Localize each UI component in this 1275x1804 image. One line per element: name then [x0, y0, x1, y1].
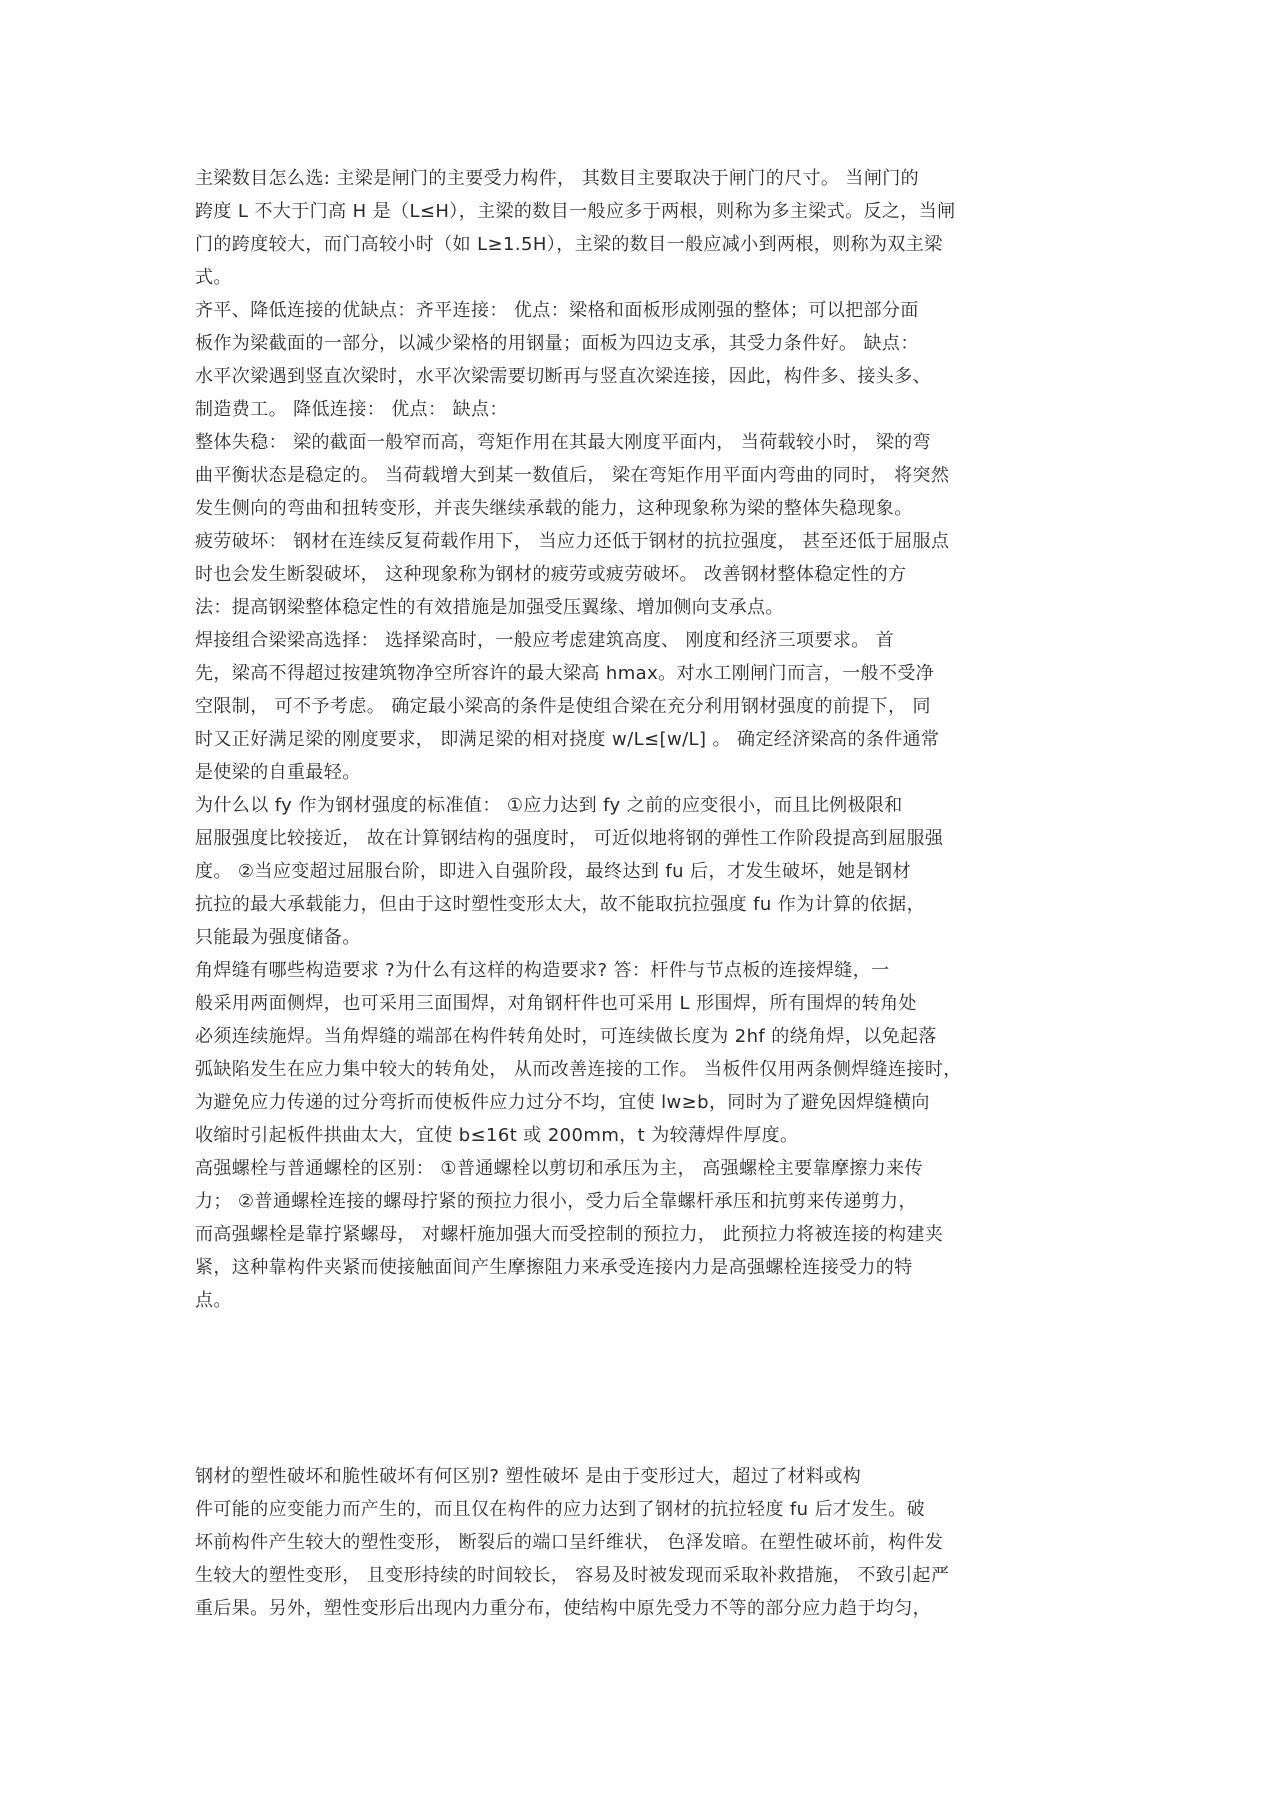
text-line: 焊接组合梁梁高选择： 选择梁高时，一般应考虑建筑高度、 刚度和经济三项要求。 首 [195, 630, 895, 651]
text-line: 重后果。另外，塑性变形后出现内力重分布，使结构中原先受力不等的部分应力趋于均匀， [195, 1598, 931, 1619]
text-line: 必须连续施焊。当角焊缝的端部在构件转角处时，可连续做长度为 2hf 的绕角焊，以免起落 [195, 1026, 937, 1047]
text-line: 件可能的应变能力而产生的，而且仅在构件的应力达到了钢材的抗拉轻度 fu 后才发生。破 [195, 1499, 925, 1520]
text-line: 时又正好满足梁的刚度要求， 即满足梁的相对挠度 w/L≤[w/L] 。 确定经济梁高的条件通常 [195, 729, 940, 750]
text-line: 空限制， 可不予考虑。 确定最小梁高的条件是使组合梁在充分利用钢材强度的前提下， 同 [195, 696, 931, 717]
text-line: 屈服强度比较接近， 故在计算钢结构的强度时， 可近似地将钢的弹性工作阶段提高到屈服强 [195, 828, 944, 849]
text-line: 制造费工。 降低连接： 优点： 缺点： [195, 399, 508, 420]
text-line: 角焊缝有哪些构造要求 ?为什么有这样的构造要求? 答：杆件与节点板的连接焊缝，一 [195, 960, 890, 981]
text-line: 点。 [195, 1290, 232, 1311]
text-line: 是使梁的自重最轻。 [195, 762, 361, 783]
text-line: 只能最为强度储备。 [195, 927, 361, 948]
text-line: 般采用两面侧焊，也可采用三面围焊，对角钢杆件也可采用 L 形围焊，所有围焊的转角处 [195, 993, 917, 1014]
text-line: 高强螺栓与普通螺栓的区别： ①普通螺栓以剪切和承压为主， 高强螺栓主要靠摩擦力来传 [195, 1158, 923, 1179]
text-line: 弧缺陷发生在应力集中较大的转角处， 从而改善连接的工作。 当板件仅用两条侧焊缝连接时， [195, 1059, 962, 1080]
text-line: 疲劳破坏： 钢材在连续反复荷载作用下， 当应力还低于钢材的抗拉强度， 甚至还低于屈服点 [195, 531, 950, 552]
text-line: 发生侧向的弯曲和扭转变形，并丧失继续承载的能力，这种现象称为梁的整体失稳现象。 [195, 498, 913, 519]
text-line: 度。 ②当应变超过屈服台阶，即进入自强阶段，最终达到 fu 后，才发生破坏，她是钢材 [195, 861, 911, 882]
text-line: 抗拉的最大承载能力，但由于这时塑性变形太大，故不能取抗拉强度 fu 作为计算的依据， [195, 894, 925, 915]
text-line: 力； ②普通螺栓连接的螺母拧紧的预拉力很小，受力后全靠螺杆承压和抗剪来传递剪力， [195, 1191, 917, 1212]
text-line: 钢材的塑性破坏和脆性破坏有何区别? 塑性破坏 是由于变形过大，超过了材料或构 [195, 1466, 862, 1487]
text-line: 曲平衡状态是稳定的。 当荷载增大到某一数值后， 梁在弯矩作用平面内弯曲的同时， 将突然 [195, 465, 950, 486]
text-line: 门的跨度较大，而门高较小时（如 L≥1.5H），主梁的数目一般应减小到两根，则称为双主梁 [195, 234, 943, 255]
text-line: 先，梁高不得超过按建筑物净空所容许的最大梁高 hmax。对水工刚闸门而言，一般不受净 [195, 663, 935, 684]
text-line: 整体失稳： 梁的截面一般窄而高，弯矩作用在其最大刚度平面内， 当荷载较小时， 梁的弯 [195, 432, 931, 453]
text-line: 为避免应力传递的过分弯折而使板件应力过分不均，宜使 lw≥b，同时为了避免因焊缝横向 [195, 1092, 930, 1113]
text-line: 生较大的塑性变形， 且变形持续的时间较长， 容易及时被发现而采取补救措施， 不致引起严 [195, 1565, 950, 1586]
text-line: 收缩时引起板件拱曲太大，宜使 b≤16t 或 200mm，t 为较薄焊件厚度。 [195, 1125, 799, 1146]
text-line: 齐平、降低连接的优缺点：齐平连接： 优点：梁格和面板形成刚强的整体；可以把部分面 [195, 300, 919, 321]
text-line: 水平次梁遇到竖直次梁时，水平次梁需要切断再与竖直次梁连接，因此，构件多、接头多、 [195, 366, 931, 387]
text-line: 板作为梁截面的一部分，以减少梁格的用钢量；面板为四边支承，其受力条件好。 缺点： [195, 333, 919, 354]
text-line: 跨度 L 不大于门高 H 是（L≤H），主梁的数目一般应多于两根，则称为多主梁式。反之，当闸 [195, 201, 956, 222]
text-line: 式。 [195, 267, 232, 288]
text-line: 为什么以 fy 作为钢材强度的标准值： ①应力达到 fy 之前的应变很小，而且比例极限和 [195, 795, 903, 816]
text-line: 坏前构件产生较大的塑性变形， 断裂后的端口呈纤维状， 色泽发暗。在塑性破坏前，构件发 [195, 1532, 944, 1553]
text-line: 法：提高钢梁整体稳定性的有效措施是加强受压翼缘、增加侧向支承点。 [195, 597, 784, 618]
text-line: 紧，这种靠构件夹紧而使接触面间产生摩擦阻力来承受连接内力是高强螺栓连接受力的特 [195, 1257, 913, 1278]
text-line: 而高强螺栓是靠拧紧螺母， 对螺杆施加强大而受控制的预拉力， 此预拉力将被连接的构建夹 [195, 1224, 944, 1245]
text-line: 主梁数目怎么选: 主梁是闸门的主要受力构件， 其数目主要取决于闸门的尺寸。 当闸门的 [195, 168, 920, 189]
text-line: 时也会发生断裂破坏， 这种现象称为钢材的疲劳或疲劳破坏。 改善钢材整体稳定性的方 [195, 564, 907, 585]
